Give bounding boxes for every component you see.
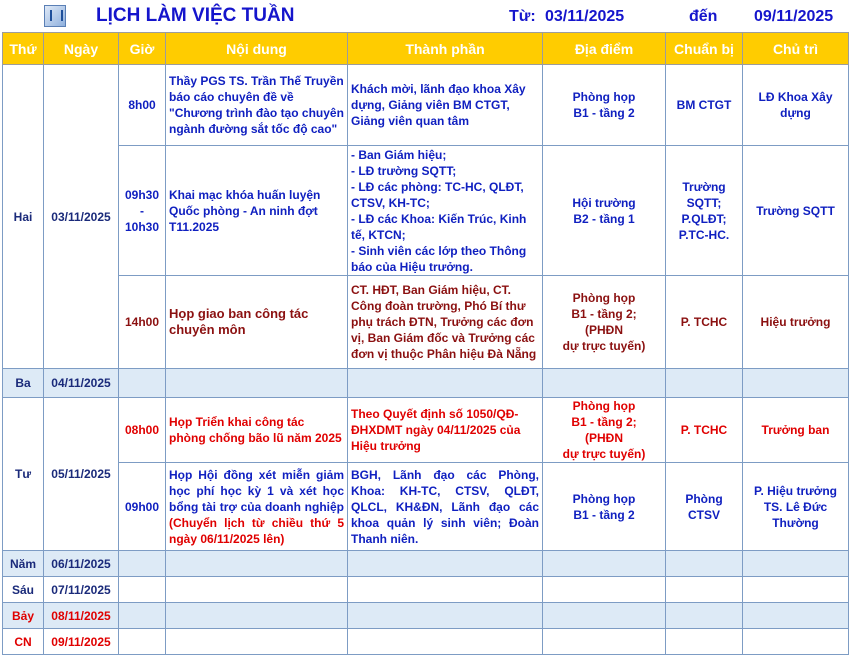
table-row [3,463,849,551]
preparation-cell [666,398,743,463]
chair-cell [743,276,849,369]
empty-cell [743,629,849,655]
location-cell [543,65,666,146]
preparation-line: Trường [682,179,726,194]
empty-cell [666,369,743,398]
table-row [3,629,849,655]
chair-cell [743,398,849,463]
content-text: Họp Hội đồng xét miễn giảm học phí học kỳ 1 và xét học bổng tài trợ của doanh nghiệp [169,467,344,514]
empty-cell [166,603,348,629]
empty-cell [119,551,166,577]
schedule-table [2,32,849,655]
chair-line: P. Hiệu trưởng [753,483,837,498]
logo-icon [44,5,66,27]
location-line: Phòng họp [572,291,636,305]
empty-cell [543,369,666,398]
content-cell [166,463,348,551]
participants-line: CT. HĐT, Ban Giám hiệu, CT. Công đoàn trường, Phó Bí thư phụ trách ĐTN, Trưởng các đơn vị, Ban Giám đốc và Trưởng các đơn vị thuộc Phân hiệu Đà Nẵng [351,283,537,361]
table-row [3,276,849,369]
participants-line: - LĐ các Khoa: Kiến Trúc, Kinh tế, KTCN; [351,211,527,242]
day-cell: Sáu [3,577,44,603]
preparation-line: SQTT; [686,195,722,210]
location-line: dự trực tuyến) [562,447,646,461]
empty-cell [743,577,849,603]
location-line: B1 - tầng 2; [571,415,637,429]
date-cell: 03/11/2025 [44,65,119,369]
empty-cell [743,551,849,577]
empty-cell [543,629,666,655]
location-line: Phòng họp [572,491,636,506]
location-line: B1 - tầng 2 [573,106,635,120]
date-cell: 08/11/2025 [44,603,119,629]
day-cell: Bảy [3,603,44,629]
content-cell: Thầy PGS TS. Trần Thế Truyền báo cáo chuyên đề về "Chương trình đào tạo chuyên ngành đường sắt tốc độ cao" [166,65,348,146]
table-row [3,398,849,463]
preparation-cell [666,276,743,369]
time-cell [119,146,166,276]
preparation-cell [666,463,743,551]
to-label: đến [689,8,718,25]
chair-line: Trưởng ban [761,423,830,437]
participants-cell [348,398,543,463]
col-header-chair: Chủ trì [743,33,849,65]
empty-cell [666,551,743,577]
content-note: (Chuyển lịch từ chiều thứ 5 ngày 06/11/2025 lên) [169,515,344,546]
col-header-time: Giờ [119,33,166,65]
participants-line: - LĐ các phòng: TC-HC, QLĐT, CTSV, KH-TC; [351,179,524,210]
col-header-participants: Thành phần [348,33,543,65]
empty-cell [743,369,849,398]
table-row [3,65,849,146]
participants-line: Khách mời, lãnh đạo khoa Xây dựng, Giảng viên BM CTGT, Giảng viên quan tâm [351,82,526,128]
col-header-content: Nội dung [166,33,348,65]
time-cell: 14h00 [119,276,166,369]
date-cell: 07/11/2025 [44,577,119,603]
participants-line: - LĐ trường SQTT; [351,163,457,178]
empty-cell [543,577,666,603]
chair-line: Trường SQTT [756,203,835,218]
empty-cell [666,629,743,655]
empty-cell [666,577,743,603]
date-cell: 04/11/2025 [44,369,119,398]
content-cell: Họp giao ban công tác chuyên môn [166,276,348,369]
from-date: 03/11/2025 [545,8,625,25]
chair-line: Hiệu trưởng [760,315,831,329]
empty-cell [166,369,348,398]
preparation-line: P. TCHC [680,423,728,437]
location-line: dự trực tuyến) [562,339,646,353]
table-row [3,146,849,276]
empty-cell [543,603,666,629]
location-cell [543,398,666,463]
location-line: (PHĐN [585,431,623,445]
col-header-location: Địa điểm [543,33,666,65]
table-row [3,577,849,603]
col-header-date: Ngày [44,33,119,65]
table-row [3,369,849,398]
content-cell: Khai mạc khóa huấn luyện Quốc phòng - An ninh đợt T11.2025 [166,146,348,276]
participants-cell [348,276,543,369]
table-row [3,551,849,577]
chair-line: LĐ Khoa Xây dựng [758,90,833,120]
empty-cell [543,551,666,577]
date-cell: 05/11/2025 [44,398,119,551]
participants-line: BGH, Lãnh đạo các Phòng, Khoa: KH-TC, CTSV, QLĐT, QLCL, KH&ĐN, Lãnh đạo các khoa quản lý sinh viên; Đoàn Thanh niên. [351,467,539,546]
day-cell: Ba [3,369,44,398]
empty-cell [119,369,166,398]
time-line: 10h30 [124,219,160,234]
empty-cell [119,603,166,629]
day-cell: Hai [3,65,44,369]
participants-cell [348,65,543,146]
table-row [3,603,849,629]
location-line: B2 - tầng 1 [573,211,635,226]
preparation-line: P.TC-HC. [678,227,730,242]
participants-line: - Ban Giám hiệu; [351,147,447,162]
participants-cell [348,463,543,551]
date-cell: 06/11/2025 [44,551,119,577]
col-header-preparation: Chuẩn bị [666,33,743,65]
preparation-line: P. TCHC [680,315,728,329]
from-label: Từ: [509,8,536,25]
empty-cell [348,551,543,577]
empty-cell [166,629,348,655]
preparation-line: Phòng [685,491,723,506]
content-cell: Họp Triển khai công tác phòng chống bão lũ năm 2025 [166,398,348,463]
page-title: LỊCH LÀM VIỆC TUẦN [96,5,295,26]
location-line: Hội trường [572,195,636,210]
empty-cell [348,629,543,655]
chair-line: Thường [772,515,819,530]
day-cell: Tư [3,398,44,551]
participants-line: - Sinh viên các lớp theo Thông báo của Hiệu trưởng. [351,243,527,274]
preparation-line: P.QLĐT; [681,211,727,226]
time-cell: 08h00 [119,398,166,463]
time-cell: 09h00 [119,463,166,551]
location-cell [543,276,666,369]
preparation-line: CTSV [687,507,720,522]
day-cell: Năm [3,551,44,577]
empty-cell [119,629,166,655]
preparation-cell [666,65,743,146]
location-cell [543,463,666,551]
participants-cell [348,146,543,276]
col-header-day: Thứ [3,33,44,65]
preparation-cell [666,146,743,276]
empty-cell [348,369,543,398]
location-line: (PHĐN [585,323,623,337]
title-bar [0,0,853,32]
empty-cell [119,577,166,603]
location-line: Phòng họp [572,399,636,413]
chair-line: TS. Lê Đức [763,499,828,514]
time-line: 09h30 - [124,187,160,218]
chair-cell [743,463,849,551]
location-line: Phòng họp [572,90,636,104]
chair-cell [743,146,849,276]
empty-cell [166,577,348,603]
empty-cell [666,603,743,629]
participants-line: Theo Quyết định số 1050/QĐ-ĐHXDMT ngày 04/11/2025 của Hiệu trưởng [351,407,521,453]
location-cell [543,146,666,276]
empty-cell [348,577,543,603]
date-cell: 09/11/2025 [44,629,119,655]
location-line: B1 - tầng 2 [573,507,635,522]
location-line: B1 - tầng 2; [571,307,637,321]
empty-cell [166,551,348,577]
chair-cell [743,65,849,146]
table-header-row [3,33,849,65]
time-cell: 8h00 [119,65,166,146]
empty-cell [743,603,849,629]
empty-cell [348,603,543,629]
preparation-line: BM CTGT [676,98,732,112]
to-date: 09/11/2025 [754,8,834,25]
day-cell: CN [3,629,44,655]
